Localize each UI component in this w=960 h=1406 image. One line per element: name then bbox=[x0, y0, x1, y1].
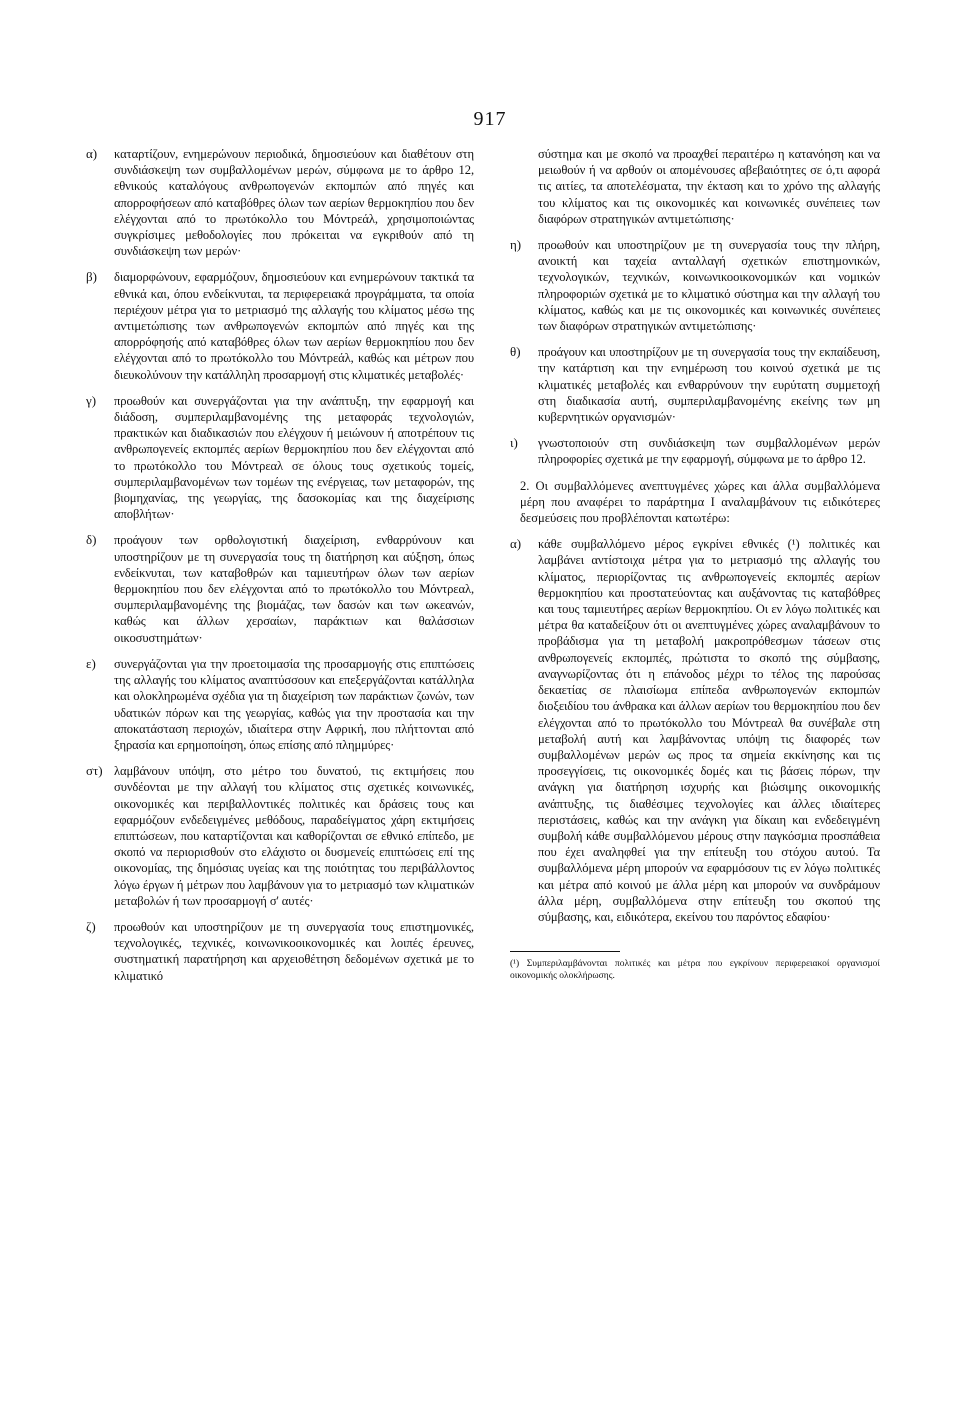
item-label: η) bbox=[510, 237, 522, 253]
item-label: β) bbox=[86, 269, 97, 285]
item-label: α) bbox=[86, 146, 98, 161]
item-label: γ) bbox=[86, 392, 97, 408]
item-text: προωθούν και υποστηρίζουν με τη συνεργασία τους την πλήρη, ανοικτή και ταχεία ανταλλαγή σχετικών επιστημονικών, τεχνολογικών, τεχνικών, κοινωνικοοικονομικών και νομικών πληροφοριών σχετικά με το κλιματικό σύστημα και την αλλαγή του κλίματος, καθώς και με τις οικονομικές και κοινωνικές συνέπειες των διαφόρων στρατηγικών αντιμετώπισης· bbox=[538, 238, 880, 334]
left-column bbox=[86, 146, 474, 994]
item-text: συνεργάζονται για την προετοιμασία της προσαρμογής στις επιπτώσεις της αλλαγής του κλίματος αναπτύσσουν και επεξεργάζονται κατάλληλα και ολοκληρωμένα σχέδια για τη διαχείριση των παράκτιων ζωνών, των υδατικών πόρων και της γεωργίας, καθώς για την προστασία και την αποκατάσταση περιοχών, ιδιαίτερα στην Αφρική, που πλήττονται από ξηρασία και ερημοποίηση, όπως επίσης από πλημμύρες· bbox=[114, 656, 474, 752]
section-2-intro: 2. Οι συμβαλλόμενες ανεπτυγμένες χώρες και άλλα συμβαλλόμενα μέρη που αναφέρει το παράρτημα I αναλαμβάνουν τις ειδικότερες δεσμεύσεις που προβλέπονται κατωτέρω: bbox=[520, 478, 880, 526]
item-text: διαμορφώνουν, εφαρμόζουν, δημοσιεύουν και ενημερώνουν τακτικά τα εθνικά και, όπου ενδείκνυται, τα περιφερειακά προγράμματα, τα οποία περιέχουν μέτρα για το μετριασμό της αλλαγής του κλίματος μέσω της αντιμετώπισης των ανθρωπογενών εκπομπών από πηγές και της απορρόφησής από καταβόθρες όλων των αερίων θερμοκηπίου που δεν ελέγχονται από το πρωτόκολλο του Μόντρεάλ, καθώς και μέτρων που διευκολύνουν την κατάλληλη προσαρμογή στις κλιματικές μεταβολές· bbox=[114, 270, 474, 382]
list-item bbox=[86, 146, 474, 259]
item-label: α) bbox=[510, 536, 522, 552]
right-column bbox=[510, 146, 880, 982]
item-text: γνωστοποιούν στη συνδιάσκεψη των συμβαλλομένων μερών πληροφορίες σχετικά με την εφαρμογή, σύμφωνα με το άρθρο 12. bbox=[538, 436, 880, 467]
list-item bbox=[86, 532, 474, 645]
page-number: 917 bbox=[473, 108, 507, 130]
item-label: ε) bbox=[86, 655, 96, 671]
footnote-divider bbox=[510, 951, 620, 952]
item-label: στ) bbox=[86, 763, 103, 779]
list-item bbox=[86, 656, 474, 753]
item-label: ζ) bbox=[86, 918, 96, 934]
continuation-paragraph bbox=[510, 146, 880, 227]
item-label: ι) bbox=[510, 435, 518, 451]
list-item bbox=[86, 919, 474, 984]
list-item bbox=[86, 763, 474, 909]
item-text: καταρτίζουν, ενημερώνουν περιοδικά, δημοσιεύουν και διαθέτουν στη συνδιάσκεψη των συμβαλλομένων μερών, σύμφωνα με το άρθρο 12, εθνικούς καταλόγους ανθρωπογενών εκπομπών από πηγές και απορροφήσεων από καταβόθρες όλων των αερίων θερμοκηπίου που δεν ελέγχονται από το πρωτόκολλο του Μόντρεάλ, χρησιμοποιώντας συγκρίσιμες μεθοδολογίες που πρόκειται να εγκριθούν από τη συνδιάσκεψη των μερών· bbox=[114, 147, 474, 259]
item-text: προάγουν των ορθολογιστική διαχείριση, ενθαρρύνουν και υποστηρίζουν με τη συνεργασία τους τη διατήρηση και αύξηση, όπως ενδείκνυται, των καταβοθρών και ταμιευτήρων όλων των αερίων θερμοκηπίου που δεν ελέγχονται από το πρωτόκολλο του Μόντρεαλ, συμπεριλαμβανομένης της βιομάζας, των δασών και των ωκεανών, καθώς και άλλων χερσαίων, παράκτιων και θαλάσσιων οικοσυστημάτων· bbox=[114, 533, 474, 645]
continuation-text: σύστημα και με σκοπό να προαχθεί περαιτέρω η κατανόηση και να μειωθούν ή να αρθούν οι απομένουσες αβεβαιότητες σε ό,τι αφορά τις αιτίες, τα αποτελέσματα, την έκταση και το χρόνο της αλλαγής του κλίματος και τις οικονομικές και κοινωνικές συνέπειες των διαφόρων στρατηγικών αντιμετώπισης· bbox=[538, 147, 880, 226]
item-label: θ) bbox=[510, 344, 521, 360]
list-item bbox=[510, 344, 880, 425]
footnote: (¹) Συμπεριλαμβάνονται πολιτικές και μέτρα που εγκρίνουν περιφερειακοί οργανισμοί οικονομικής ολοκλήρωσης. bbox=[510, 959, 880, 982]
list-item bbox=[86, 393, 474, 523]
item-text: προωθούν και συνεργάζονται για την ανάπτυξη, την εφαρμογή και διάδοση, συμπεριλαμβανομένης της μεταφοράς τεχνολογιών, πρακτικών και διαδικασιών που ελέγχουν ή μειώνουν ή αποτρέπουν τις ανθρωπογενείς εκπομπές αερίων θερμοκηπίου που δεν ελέγχονται από το πρωτόκολλο του Μόντρεαλ σε όλους τους σχετικούς τομείς, συμπεριλαμβανομένων των τομέων της ενέργειας, των μεταφορών, της βιομηχανίας, της γεωργίας, της δασοκομίας και της διαχείρισης αποβλήτων· bbox=[114, 393, 474, 522]
item-text: κάθε συμβαλλόμενο μέρος εγκρίνει εθνικές (¹) πολιτικές και λαμβάνει αντίστοιχα μέτρα για το μετριασμό της αλλαγής του κλίματος, περιορίζοντας τις ανθρωπογενείς εκπομπές αερίων θερμοκηπίου και προστατεύοντας και αυξάνοντας τις καταβόθρες και τους ταμιευτήρες αερίων θερμοκηπίου. Οι εν λόγω πολιτικές και μέτρα θα καταδείξουν ότι οι ανεπτυγμένες χώρες αναλαμβάνουν το προβάδισμα για τη μεταβολή μακροπρόθεσμων τάσεων στις ανθρωπογενείς εκπομπές, πρώτιστα το σκοπό της σύμβασης, αναγνωρίζοντας ότι η επάνοδος μέχρι το τέλος της παρούσας δεκαετίας σε πλαισίωμα επίπεδα ανθρωπογενών εκπομπών διοξειδίου του άνθρακα και άλλων αερίων του θερμοκηπίου που δεν ελέγχονται από το πρωτόκολλο του Μόντρεαλ θα συνέβαλε στη μεταβολή αυτή και λαμβάνοντας υπόψη τις διαφορές των συμβαλλομένων μερών ως προς τα σημεία εκκίνησης και τις προσεγγίσεις, τις οικονομικές δομές και τις βάσεις πόρων, την ανάγκη για διατήρηση ισχυρής και βιώσιμης οικονομικής ανάπτυξης, τις διαθέσιμες τεχνολογίες και άλλες ιδιαίτερες περιστάσεις, καθώς και την ανάγκη για δίκαιη και ενδεδειγμένη συμβολή κάθε συμβαλλόμενου μέρους στην παγκόσμια προσπάθεια που έχει αναληφθεί για την επίτευξη του στόχου αυτού. Τα συμβαλλόμενα μέρη μπορούν να εφαρμόσουν τις εν λόγω πολιτικές και μέτρα από κοινού με άλλα μέρη και μπορούν να συνδράμουν άλλα μέρη, συμβαλλόμενα στην επίτευξη του σκοπού της σύμβασης, και, ειδικότερα, εκείνου του παρόντος εδαφίου· bbox=[538, 537, 880, 924]
item-text: προάγουν και υποστηρίζουν με τη συνεργασία τους την εκπαίδευση, την κατάρτιση και την ενημέρωση του κοινού σχετικά με τις κλιματικές μεταβολές και ενθαρρύνουν την ευρύτατη συμμετοχή στη διαδικασία αυτή, συμπεριλαμβανομένης εκείνης των μη κυβερνητικών οργανισμών· bbox=[538, 345, 880, 425]
list-item bbox=[510, 435, 880, 467]
item-text: λαμβάνουν υπόψη, στο μέτρο του δυνατού, τις εκτιμήσεις που συνδέονται με την αλλαγή του κλίματος στις σχετικές κοινωνικές, οικονομικές και περιβαλλοντικές πολιτικές και δράσεις τους και εφαρμόζουν ενδεδειγμένες μεθόδους, παραδείγματος χάρη εκτιμήσεις επιπτώσεων, που καταρτίζονται και καθορίζονται σε εθνικό επίπεδο, με σκοπό να περιορισθούν στο ελάχιστο οι δυσμενείς επιπτώσεις επί της οικονομίας, της δημόσιας υγείας και της ποιότητας του περιβάλλοντος λόγω έργων ή μέτρων που λαμβάνουν για το μετριασμό των κλιματικών μεταβολών ή των προσαρμογή σ' αυτές· bbox=[114, 764, 474, 908]
list-item bbox=[510, 237, 880, 334]
item-label: δ) bbox=[86, 532, 97, 548]
item-text: προωθούν και υποστηρίζουν με τη συνεργασία τους επιστημονικές, τεχνολογικές, τεχνικές, κοινωνικοοικονομικές και λοιπές έρευνες, συστηματική παρατήρηση και αρχειοθέτηση δεδομένων σχετικά με το κλιματικό bbox=[114, 919, 474, 983]
list-item bbox=[86, 269, 474, 382]
list-item bbox=[510, 536, 880, 925]
